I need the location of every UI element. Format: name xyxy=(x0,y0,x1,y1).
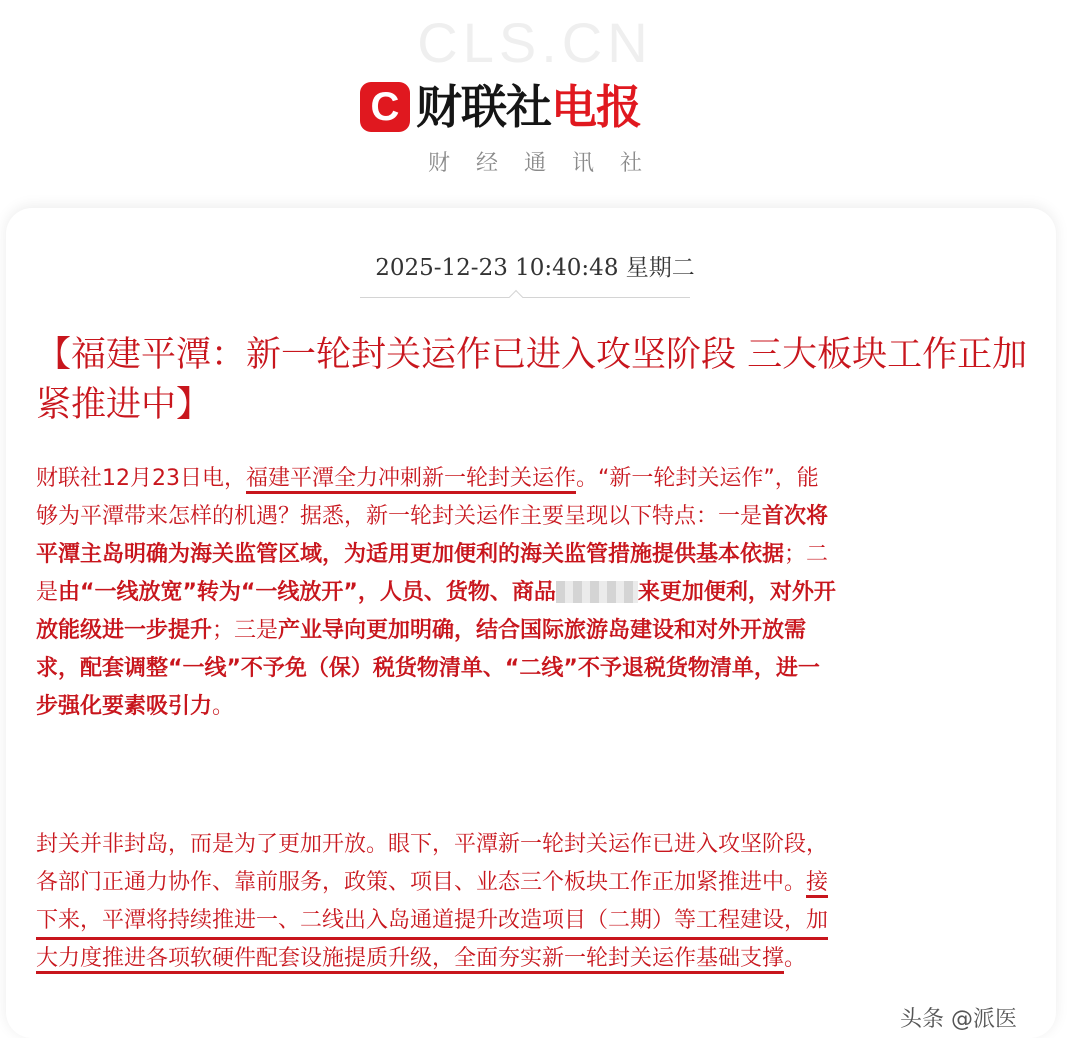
brand-name-black: 财联社 xyxy=(416,80,551,134)
corner-watermark: 头条 @派医 xyxy=(900,1007,1017,1032)
text-line: 大力度推进各项软硬件配套设施提质升级，全面夯实新一轮封关运作基础支撑。 xyxy=(36,940,1036,978)
article-headline: 【福建平潭：新一轮封关运作已进入攻坚阶段 三大板块工作正加紧推进中】 xyxy=(36,335,1028,425)
brand-logo-block xyxy=(360,80,720,134)
text-line: 各部门正通力协作、靠前服务，政策、项目、业态三个板块工作正加紧推进中。接 xyxy=(36,864,1036,902)
brand-name-red: 电报 xyxy=(551,80,641,134)
blurred-text xyxy=(556,581,638,603)
watermark-text: CLS.CN xyxy=(417,11,653,74)
article-paragraph-2 xyxy=(36,826,1036,978)
text-line: 放能级进一步提升；三是产业导向更加明确，结合国际旅游岛建设和对外开放需 xyxy=(36,618,807,643)
cls-logo-icon: C xyxy=(360,82,410,132)
text-line: 平潭主岛明确为海关监管区域，为适用更加便利的海关监管措施提供基本依据；二 xyxy=(36,542,829,567)
article-datetime: 2025-12-23 10:40:48 星期二 xyxy=(375,255,695,281)
text-line: 够为平潭带来怎样的机遇？据悉，新一轮封关运作主要呈现以下特点：一是首次将 xyxy=(36,504,829,529)
article-paragraph-1 xyxy=(36,460,1036,726)
text-line: 财联社12月23日电，福建平潭全力冲刺新一轮封关运作。“新一轮封关运作”，能 xyxy=(36,460,1036,498)
brand-tagline: 财经通讯社 xyxy=(427,151,668,176)
text-line: 下来，平潭将持续推进一、二线出入岛通道提升改造项目（二期）等工程建设，加 xyxy=(36,902,1036,940)
text-line: 是由“一线放宽”转为“一线放开”，人员、货物、商品 来更加便利，对外开 xyxy=(36,580,836,605)
text-line: 封关并非封岛，而是为了更加开放。眼下，平潭新一轮封关运作已进入攻坚阶段， xyxy=(36,832,829,857)
brand-name xyxy=(416,80,641,134)
text-line: 步强化要素吸引力。 xyxy=(36,694,235,719)
date-divider xyxy=(360,297,690,298)
text-line: 求，配套调整“一线”不予免（保）税货物清单、“二线”不予退税货物清单，进一 xyxy=(36,656,820,681)
